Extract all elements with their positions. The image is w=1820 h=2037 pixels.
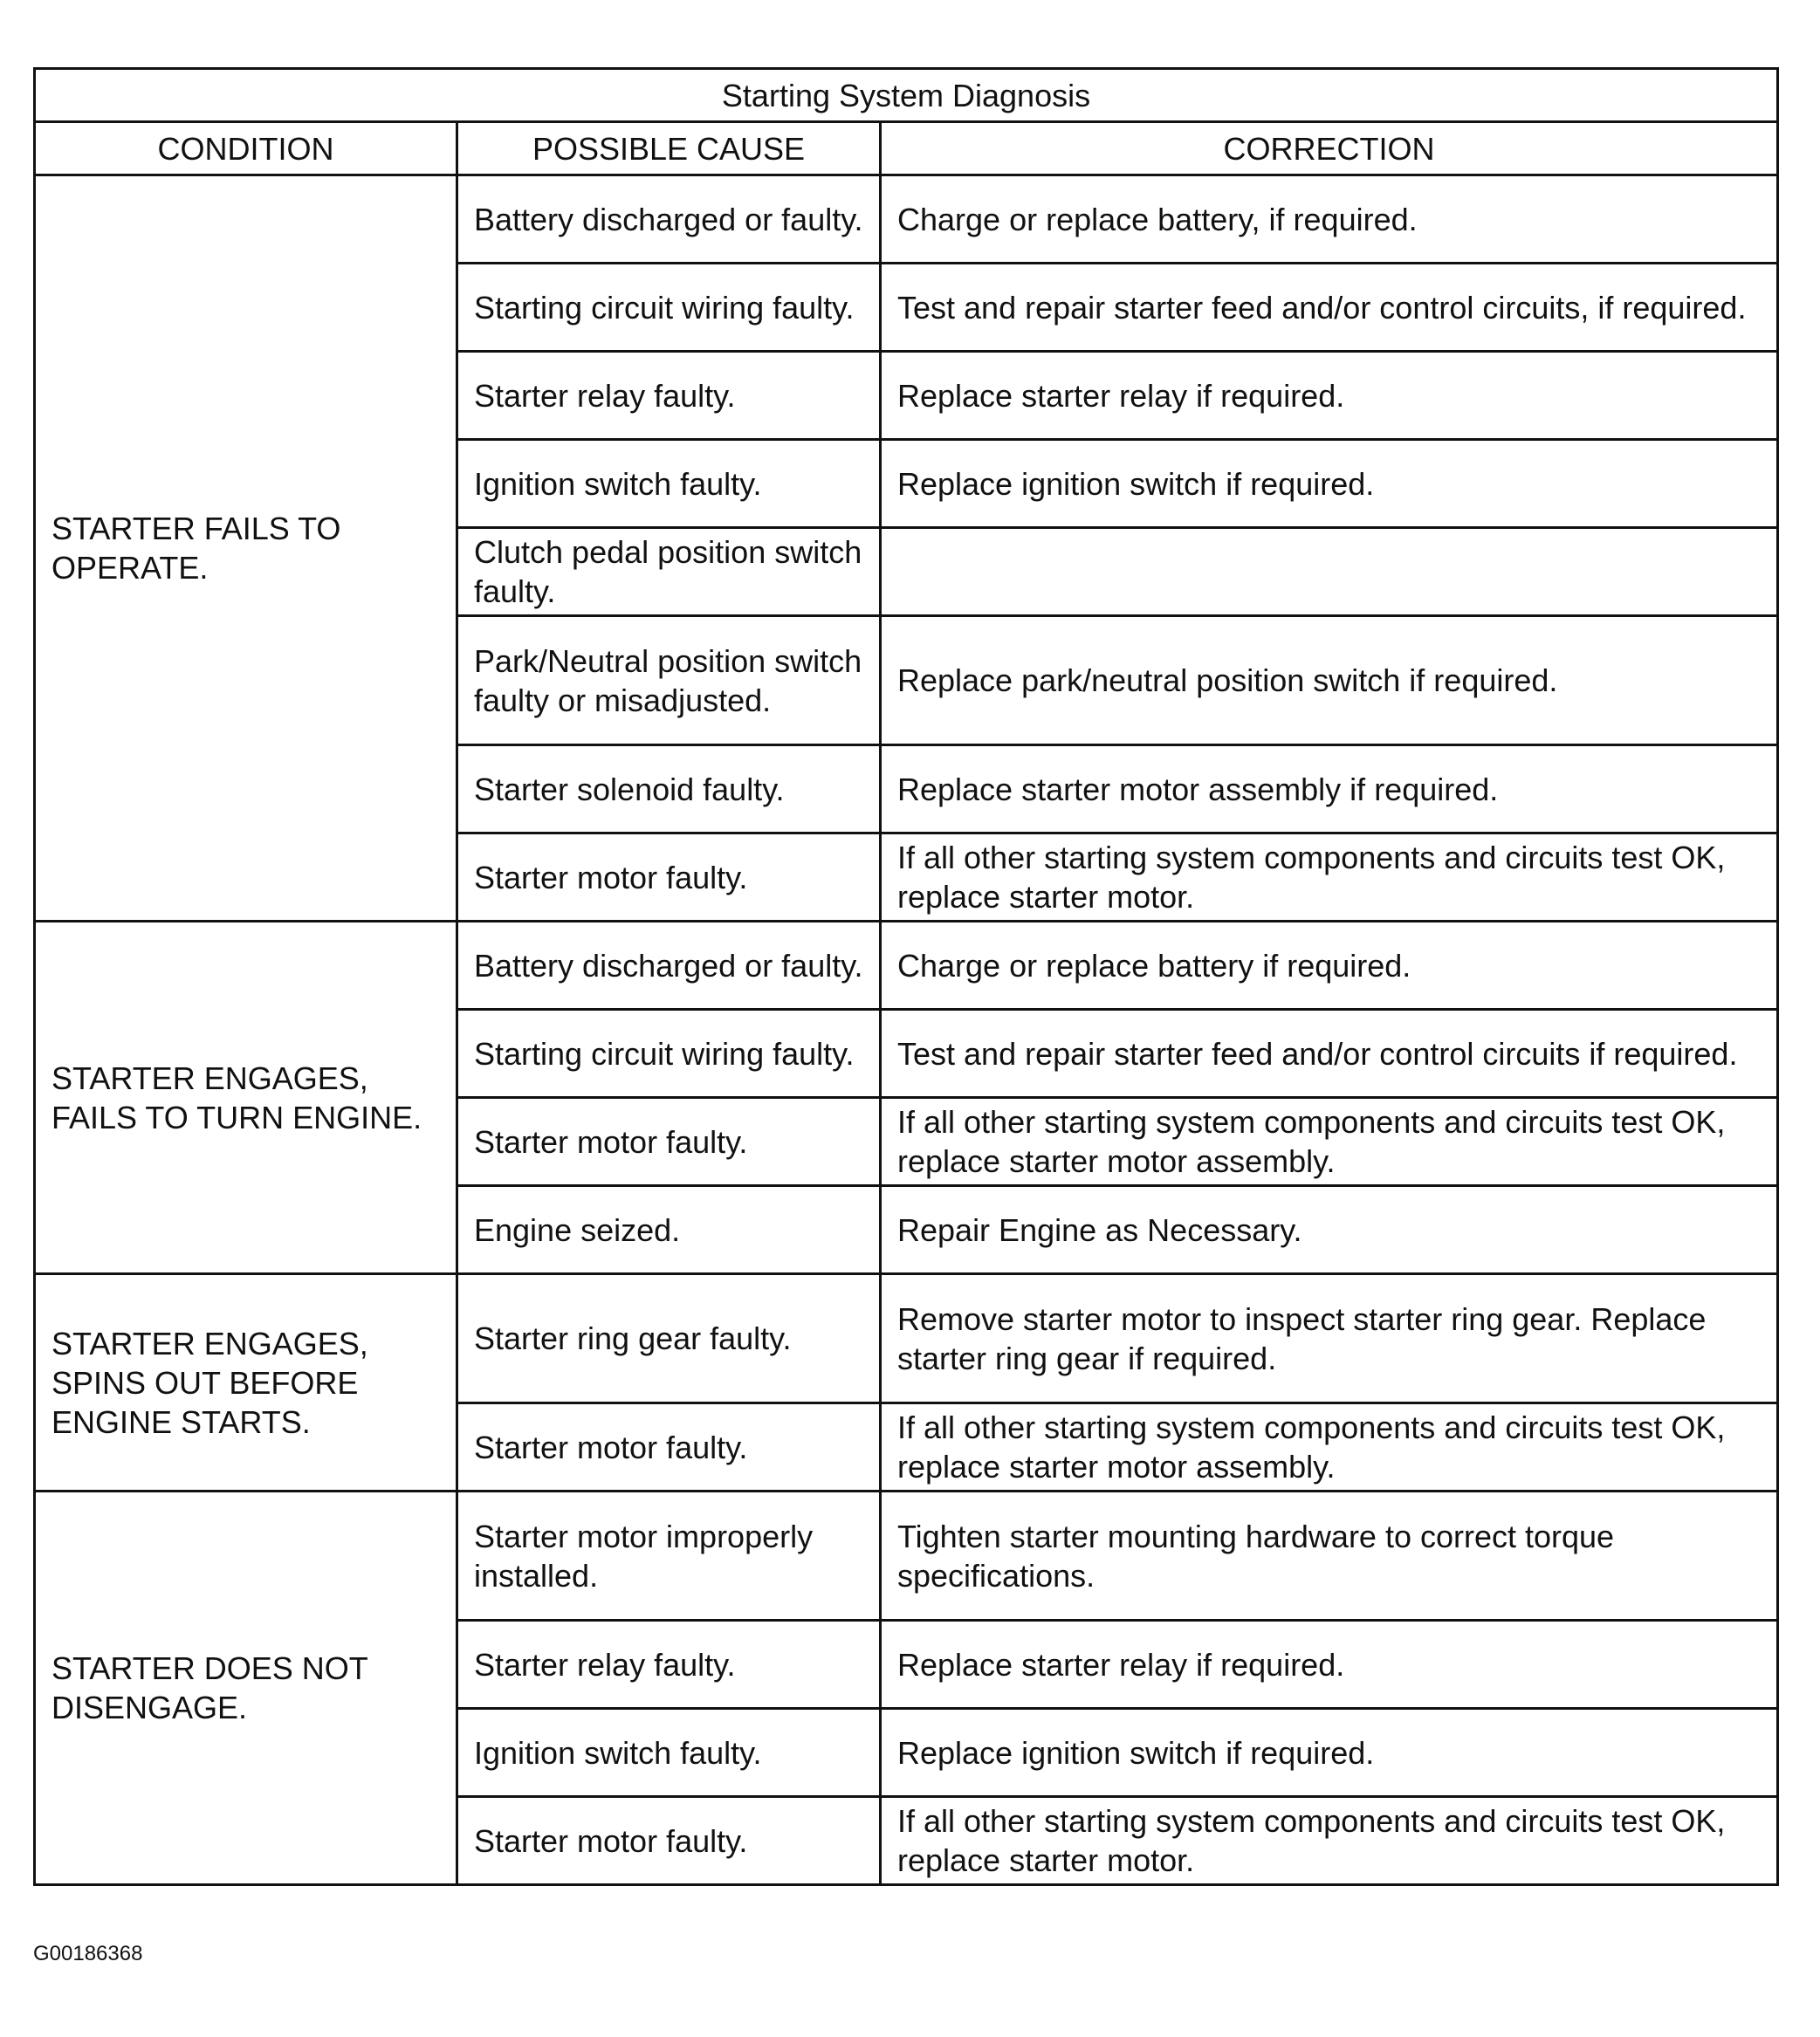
table-row bbox=[35, 1274, 1778, 1403]
condition-cell: STARTER ENGAGES, FAILS TO TURN ENGINE. bbox=[35, 922, 457, 1274]
correction-cell: Replace starter relay if required. bbox=[881, 1621, 1778, 1709]
cause-cell: Starter motor improperly installed. bbox=[457, 1492, 881, 1621]
correction-cell: Replace park/neutral position switch if required. bbox=[881, 616, 1778, 745]
correction-cell: Charge or replace battery if required. bbox=[881, 922, 1778, 1010]
cause-cell: Battery discharged or faulty. bbox=[457, 922, 881, 1010]
cause-cell: Starter motor faulty. bbox=[457, 1098, 881, 1186]
cause-cell: Starter relay faulty. bbox=[457, 352, 881, 440]
cause-cell: Clutch pedal position switch faulty. bbox=[457, 528, 881, 616]
correction-cell: Test and repair starter feed and/or control circuits, if required. bbox=[881, 264, 1778, 352]
correction-cell: Charge or replace battery, if required. bbox=[881, 175, 1778, 264]
correction-cell: Repair Engine as Necessary. bbox=[881, 1186, 1778, 1274]
cause-cell: Starter motor faulty. bbox=[457, 833, 881, 922]
correction-cell: Replace ignition switch if required. bbox=[881, 440, 1778, 528]
correction-cell: Test and repair starter feed and/or control circuits if required. bbox=[881, 1010, 1778, 1098]
cause-cell: Battery discharged or faulty. bbox=[457, 175, 881, 264]
table-body bbox=[35, 175, 1778, 1885]
table-title: Starting System Diagnosis bbox=[35, 69, 1778, 122]
cause-cell: Starting circuit wiring faulty. bbox=[457, 1010, 881, 1098]
cause-cell: Starter ring gear faulty. bbox=[457, 1274, 881, 1403]
cause-cell: Starter motor faulty. bbox=[457, 1403, 881, 1492]
correction-cell: Remove starter motor to inspect starter ring gear. Replace starter ring gear if required. bbox=[881, 1274, 1778, 1403]
table-row bbox=[35, 922, 1778, 1010]
table-row bbox=[35, 1492, 1778, 1621]
header-correction: CORRECTION bbox=[881, 122, 1778, 175]
cause-cell: Starter solenoid faulty. bbox=[457, 745, 881, 833]
correction-cell bbox=[881, 528, 1778, 616]
correction-cell: If all other starting system components and circuits test OK, replace starter motor assembly. bbox=[881, 1098, 1778, 1186]
condition-cell: STARTER ENGAGES, SPINS OUT BEFORE ENGINE STARTS. bbox=[35, 1274, 457, 1492]
table-row bbox=[35, 175, 1778, 264]
cause-cell: Starting circuit wiring faulty. bbox=[457, 264, 881, 352]
header-condition: CONDITION bbox=[35, 122, 457, 175]
correction-cell: If all other starting system components and circuits test OK, replace starter motor. bbox=[881, 1797, 1778, 1885]
cause-cell: Ignition switch faulty. bbox=[457, 1709, 881, 1797]
correction-cell: Replace starter motor assembly if required. bbox=[881, 745, 1778, 833]
condition-cell: STARTER DOES NOT DISENGAGE. bbox=[35, 1492, 457, 1885]
cause-cell: Starter motor faulty. bbox=[457, 1797, 881, 1885]
correction-cell: Tighten starter mounting hardware to correct torque specifications. bbox=[881, 1492, 1778, 1621]
cause-cell: Ignition switch faulty. bbox=[457, 440, 881, 528]
correction-cell: If all other starting system components and circuits test OK, replace starter motor assembly. bbox=[881, 1403, 1778, 1492]
cause-cell: Park/Neutral position switch faulty or misadjusted. bbox=[457, 616, 881, 745]
header-possible-cause: POSSIBLE CAUSE bbox=[457, 122, 881, 175]
cause-cell: Engine seized. bbox=[457, 1186, 881, 1274]
figure-id: G00186368 bbox=[33, 1942, 143, 1965]
condition-cell: STARTER FAILS TO OPERATE. bbox=[35, 175, 457, 922]
correction-cell: Replace starter relay if required. bbox=[881, 352, 1778, 440]
table-title-row bbox=[35, 69, 1778, 122]
correction-cell: Replace ignition switch if required. bbox=[881, 1709, 1778, 1797]
correction-cell: If all other starting system components and circuits test OK, replace starter motor. bbox=[881, 833, 1778, 922]
table-header-row bbox=[35, 122, 1778, 175]
diagnosis-table bbox=[33, 67, 1779, 1886]
cause-cell: Starter relay faulty. bbox=[457, 1621, 881, 1709]
